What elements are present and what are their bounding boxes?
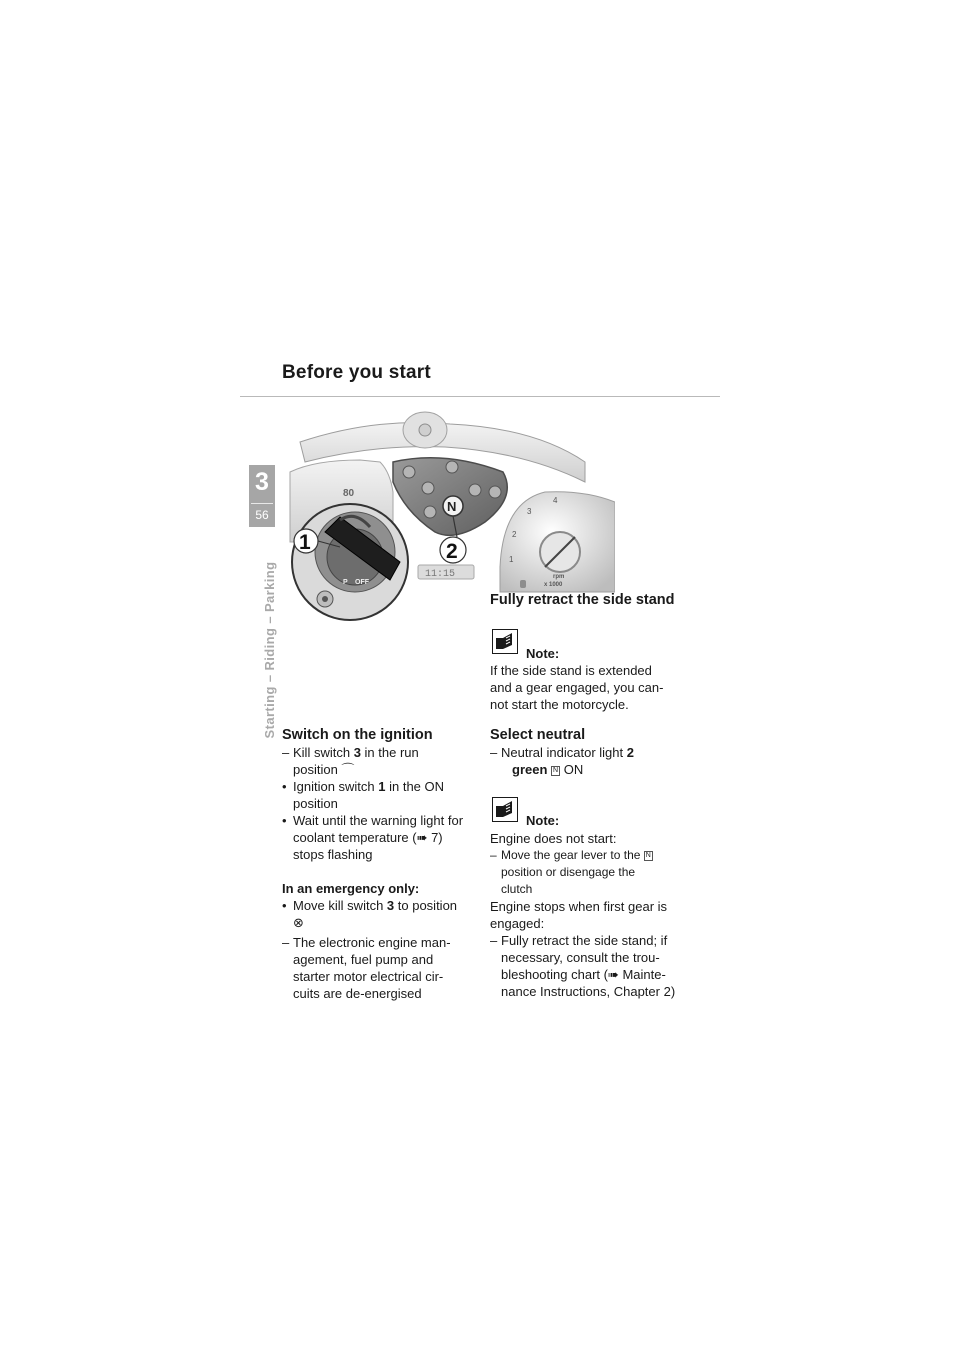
note-label-2: Note: <box>526 813 560 828</box>
neutral-indicator-item: – Neutral indicator light 2 green N ON <box>490 745 634 777</box>
key-position-p: P <box>343 579 348 586</box>
title-rule <box>240 396 720 397</box>
tacho-tick-1: 1 <box>509 555 514 564</box>
side-section-label: Starting – Riding – Parking <box>262 561 277 739</box>
callout-2: 2 <box>446 540 458 563</box>
note-side-stand-text: If the side stand is extended and a gear engaged, you can- not start the motorcycle. <box>490 663 664 712</box>
rpm-unit: x 1000 <box>544 582 563 588</box>
neutral-symbol-inline-2: N <box>645 852 651 859</box>
tacho-tick-3: 3 <box>527 507 532 516</box>
clock-display: 11:15 <box>425 569 456 580</box>
chapter-divider <box>251 503 273 504</box>
tacho-tick-4: 4 <box>553 496 558 505</box>
heading-ignition: Switch on the ignition <box>282 727 433 743</box>
heading-select-neutral: Select neutral <box>490 727 586 743</box>
key-position-off: OFF <box>355 579 369 586</box>
page-number: 56 <box>255 508 269 522</box>
note-icon-2 <box>492 797 518 822</box>
note-label: Note: <box>526 646 560 661</box>
emergency-steps: • Move kill switch 3 to position ⊗ – The electronic engine man- agement, fuel pump and starter motor electrical cir- cuits are de-energised <box>282 897 482 1002</box>
heading-side-stand: Fully retract the side stand <box>490 592 675 608</box>
emergency-heading: In an emergency only: <box>282 881 420 896</box>
speedometer-label: 80 <box>343 488 355 499</box>
tacho-tick-2: 2 <box>512 530 517 539</box>
note-icon <box>492 629 518 654</box>
neutral-symbol: N <box>447 499 457 514</box>
neutral-symbol-inline: N <box>553 767 559 774</box>
note-neutral-text: Engine does not start: – Move the gear lever to the N position or disengage the clutch Engine stops when first gear is engaged: – Fully retract the side stand; if necessary, consult the trou- bleshooting chart (➠ Mainte- nance Instructions, Chapter 2) <box>490 831 676 999</box>
kill-switch-off-icon: ⊗ <box>293 915 304 930</box>
callout-1: 1 <box>299 531 311 554</box>
rpm-label: rpm <box>553 574 565 580</box>
ignition-steps: – Kill switch 3 in the run position ⌒ • Ignition switch 1 in the ON position • Wait until the warning light for coolant temperature (➠ 7) stops flashing <box>282 745 464 862</box>
page-title: Before you start <box>282 362 431 383</box>
chapter-number: 3 <box>255 468 269 496</box>
